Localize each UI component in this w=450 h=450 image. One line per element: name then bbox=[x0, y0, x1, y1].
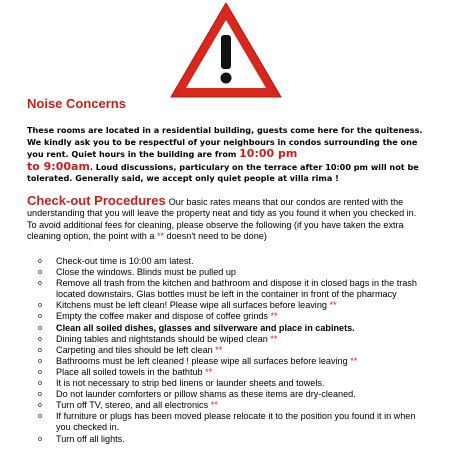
bullet-marker: o bbox=[38, 258, 42, 265]
bullet-marker: o bbox=[38, 313, 42, 321]
bullet-marker: o bbox=[38, 269, 42, 277]
bullet-marker: o bbox=[38, 280, 42, 288]
noise-concerns-heading: Noise Concerns bbox=[27, 96, 126, 111]
bullet-marker: o bbox=[38, 391, 42, 399]
list-item bbox=[38, 400, 428, 411]
bullet-marker: o bbox=[38, 402, 42, 410]
list-item-text: Remove all trash from the kitchen and bathroom and dispose it in closed bags in the trash located downstairs. Glas bottles must be left in the container in front of the pharmacy bbox=[56, 278, 417, 300]
list-item-text: Carpeting and tiles should be left clean bbox=[56, 344, 216, 355]
checkout-heading: Check-out Procedures bbox=[27, 193, 166, 208]
no-need-marker: ** bbox=[215, 344, 223, 355]
list-item-text: Dining tables and nightstands should be wiped clean bbox=[56, 333, 271, 344]
list-item-text: Turn off TV, stereo, and all electronics bbox=[56, 400, 211, 411]
no-need-marker: ** bbox=[350, 355, 358, 366]
bullet-marker: o bbox=[38, 380, 42, 388]
list-item bbox=[38, 323, 428, 334]
noise-concerns-paragraph: These rooms are located in a residential building, guests come here for the quiteness. We kindly ask you to be respectful of your neighbours in condos surrounding the one you rent. Quiet hours in the building are from 10:00 pm to 9:00am. Loud discussions, particulary on the terrace after 10:00 pm will not be tolerated. Generally said, we accept only quiet people at villa rima ! bbox=[27, 125, 423, 184]
bullet-marker: o bbox=[38, 413, 42, 421]
list-item-text: Bathrooms must be left cleaned ! please wipe all surfaces before leaving bbox=[56, 355, 351, 366]
list-item-text: Empty the coffee maker and dispose of coffee grinds bbox=[56, 311, 271, 322]
bullet-marker: o bbox=[38, 335, 42, 343]
list-item bbox=[38, 345, 428, 356]
bullet-marker: o bbox=[38, 368, 42, 376]
list-item bbox=[38, 378, 428, 389]
list-item bbox=[38, 434, 428, 445]
list-item-text: Close the windows. Blinds must be pulled up bbox=[56, 267, 236, 278]
no-need-marker: ** bbox=[210, 400, 218, 411]
list-item bbox=[38, 311, 428, 322]
bullet-marker: o bbox=[38, 324, 42, 332]
list-item bbox=[38, 267, 428, 278]
list-item-text: Do not launder comforters or pillow shams as these items are dry-cleaned. bbox=[56, 389, 356, 400]
list-item-text: If furniture or plugs has been moved please relocate it to the position you found it in when you checked in. bbox=[56, 411, 416, 433]
no-need-marker: ** bbox=[329, 300, 337, 311]
list-item bbox=[38, 256, 428, 267]
list-item-text: Kitchens must be left clean! Please wipe all surfaces before leaving bbox=[56, 300, 330, 311]
warning-triangle-icon bbox=[168, 0, 284, 100]
no-need-marker: ** bbox=[205, 366, 213, 377]
list-item bbox=[38, 334, 428, 345]
list-item-text: Clean all soiled dishes, glasses and silverware and place in cabinets. bbox=[56, 322, 355, 333]
list-item bbox=[38, 278, 428, 300]
checkout-intro: Check-out Procedures Our basic rates means that our condos are rented with the understanding that you will leave the property neat and tidy as you found it when you checked in. To avoid additional fees for cleaning, please observe the following (if you have taken the extra cleaning option, the point with a ** doesn't need to be done) bbox=[27, 193, 417, 242]
quiet-start-time: 10:00 pm bbox=[239, 147, 298, 161]
list-item bbox=[38, 389, 428, 400]
bullet-marker: o bbox=[38, 302, 42, 310]
list-item bbox=[38, 367, 428, 378]
list-item-text: Place all soiled towels in the bathtub bbox=[56, 366, 206, 377]
quiet-end-time: 9:00am bbox=[43, 159, 90, 173]
list-item bbox=[38, 300, 428, 311]
list-item bbox=[38, 356, 428, 367]
list-item-text: Check-out time is 10:00 am latest. bbox=[56, 256, 194, 266]
list-item-text: It is not necessary to strip bed linens or launder sheets and towels. bbox=[56, 378, 325, 389]
no-need-marker: ** bbox=[270, 333, 278, 344]
list-item-text: Turn off all lights. bbox=[56, 433, 125, 444]
bullet-marker: o bbox=[38, 346, 42, 354]
list-item bbox=[38, 411, 428, 433]
bullet-marker: o bbox=[38, 357, 42, 365]
bullet-marker: o bbox=[38, 435, 42, 443]
no-need-marker: ** bbox=[270, 311, 278, 322]
checkout-list bbox=[38, 256, 428, 445]
